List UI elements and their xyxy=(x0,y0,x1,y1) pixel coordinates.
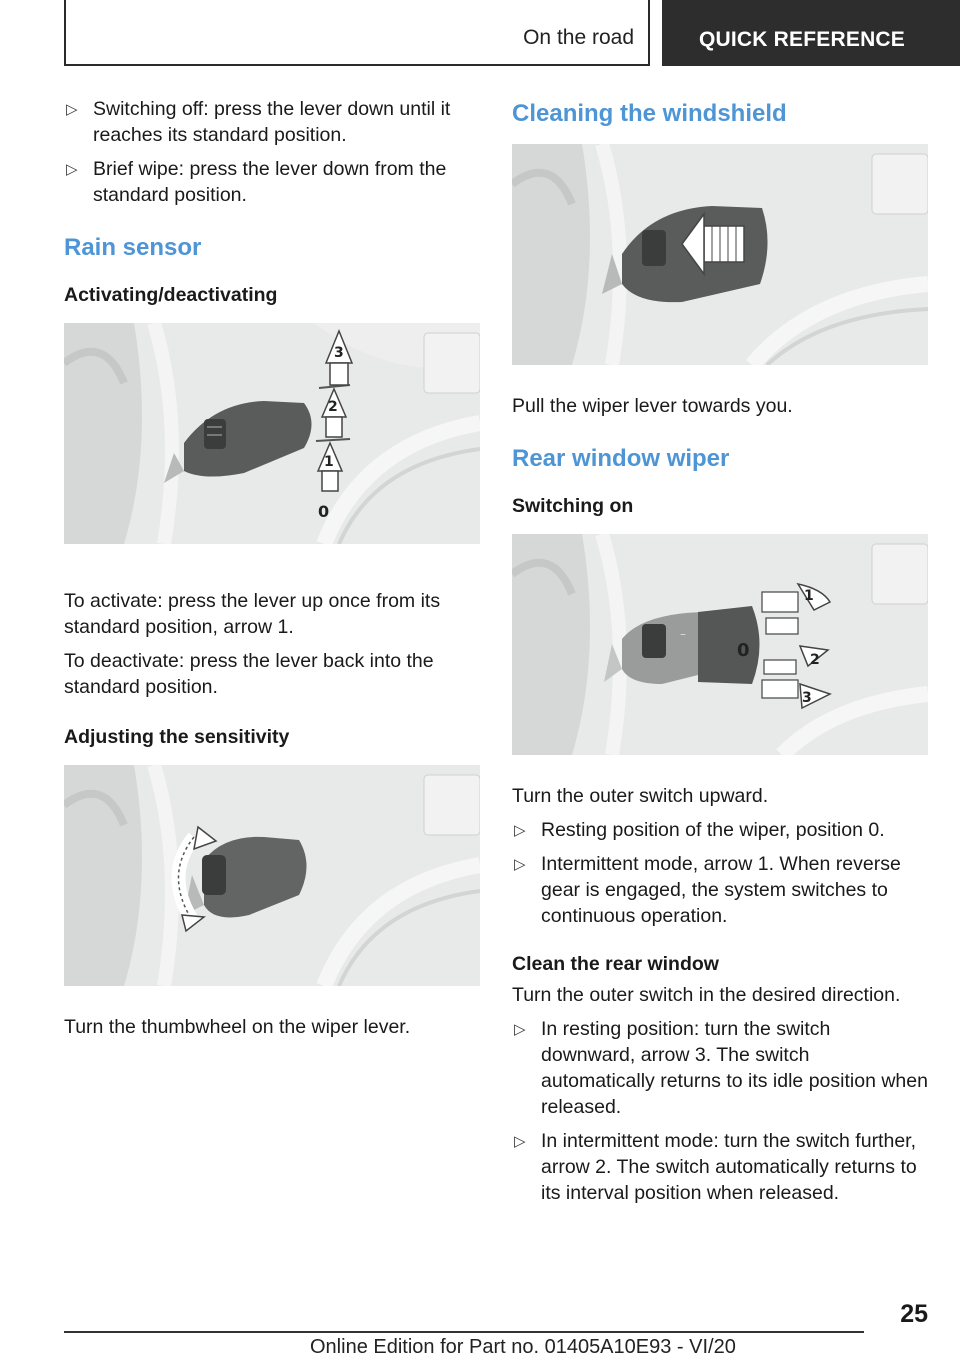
bullet-text: In resting position: turn the switch downward, arrow 3. The switch automatically returns to its idle position when released. xyxy=(541,1018,928,1118)
list-item xyxy=(512,851,928,929)
activate-text: To activate: press the lever up once from its standard position, arrow 1. xyxy=(64,590,441,638)
thumbwheel-image xyxy=(64,765,480,986)
arrow-label: 3 xyxy=(802,690,812,706)
position-label: 0 xyxy=(318,502,330,521)
arrow-label: 3 xyxy=(334,345,344,361)
thumbwheel-text: Turn the thumbwheel on the wiper lever. xyxy=(64,1016,411,1038)
rear-window-wiper-heading: Rear window wiper xyxy=(512,445,730,472)
turn-desired-text: Turn the outer switch in the desired direction. xyxy=(512,984,901,1006)
rain-sensor-activation-image xyxy=(64,323,480,544)
sensitivity-heading: Adjusting the sensitivity xyxy=(64,726,290,748)
bullet-text: In intermittent mode: turn the switch further, arrow 2. The switch automatically returns to its interval position when released. xyxy=(541,1130,917,1204)
clean-rear-window-heading: Clean the rear window xyxy=(512,953,719,975)
arrow-label: 2 xyxy=(810,652,820,668)
switching-on-heading: Switching on xyxy=(512,495,634,517)
triangle-bullet-icon: ▷ xyxy=(514,1133,526,1150)
arrow-label: 1 xyxy=(804,588,814,604)
bullet-text: Intermittent mode, arrow 1. When reverse gear is engaged, the system switches to continuous operation. xyxy=(541,853,901,927)
rear-wiper-image xyxy=(512,534,928,755)
bullet-text: Brief wipe: press the lever down from the standard position. xyxy=(93,158,447,206)
list-item xyxy=(64,96,480,148)
triangle-bullet-icon: ▷ xyxy=(514,822,526,839)
turn-outer-text: Turn the outer switch upward. xyxy=(512,785,769,807)
list-item xyxy=(512,1016,928,1120)
header-chapter-title: QUICK REFERENCE xyxy=(698,28,906,51)
list-item xyxy=(64,156,480,208)
svg-text:–: – xyxy=(680,627,686,641)
pull-lever-text: Pull the wiper lever towards you. xyxy=(512,395,793,417)
header-section-box xyxy=(64,0,650,66)
arrow-label: 2 xyxy=(328,399,338,415)
right-column xyxy=(512,96,928,1214)
header-section-title: On the road xyxy=(523,26,634,49)
footer-divider xyxy=(64,1331,864,1333)
footer-edition: Online Edition for Part no. 01405A10E93 - VI/20 xyxy=(310,1336,736,1358)
rain-sensor-heading: Rain sensor xyxy=(64,234,202,261)
position-label: 0 xyxy=(737,640,750,661)
deactivate-text: To deactivate: press the lever back into the standard position. xyxy=(64,650,434,698)
cleaning-windshield-heading: Cleaning the windshield xyxy=(512,100,787,127)
header-chapter-tab xyxy=(662,0,960,66)
triangle-bullet-icon: ▷ xyxy=(66,161,78,178)
windshield-cleaning-image xyxy=(512,144,928,365)
triangle-bullet-icon: ▷ xyxy=(66,101,78,118)
page-number: 25 xyxy=(900,1300,928,1328)
left-column xyxy=(64,96,480,1048)
triangle-bullet-icon: ▷ xyxy=(514,856,526,873)
list-item xyxy=(512,817,928,843)
arrow-label: 1 xyxy=(324,454,334,470)
triangle-bullet-icon: ▷ xyxy=(514,1021,526,1038)
bullet-text: Resting position of the wiper, position 0. xyxy=(541,819,885,841)
activating-heading: Activating/deactivating xyxy=(64,284,278,306)
list-item xyxy=(512,1128,928,1206)
bullet-text: Switching off: press the lever down until it reaches its standard position. xyxy=(93,98,451,146)
